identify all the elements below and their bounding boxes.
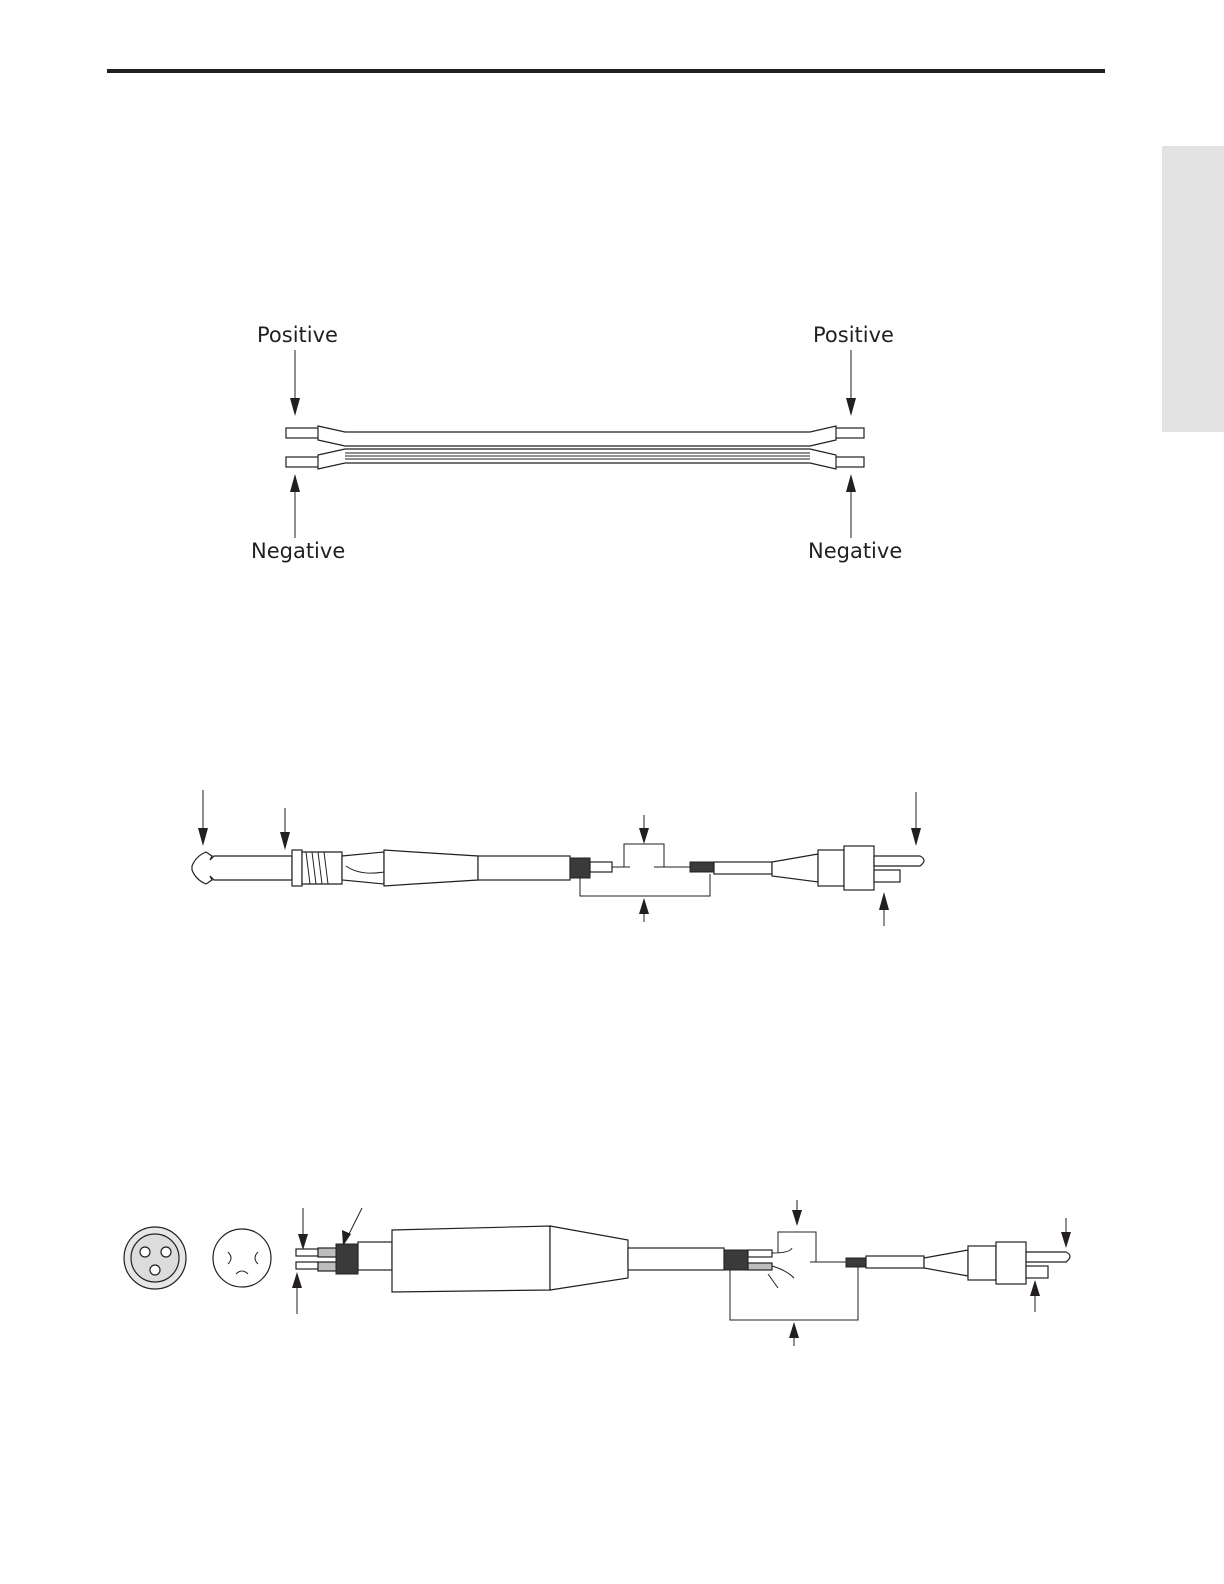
shielded-cable-2: [724, 1232, 924, 1320]
xlr-male-connector-face: [124, 1227, 186, 1289]
arrow-xlr-pin-top: [298, 1208, 308, 1250]
arrow-negative-right: [846, 474, 856, 538]
arrow-tip: [198, 790, 208, 846]
quarter-inch-plug: [192, 850, 570, 886]
speaker-wire-diagram: [0, 310, 1224, 580]
xlr-female-connector-face: [213, 1229, 271, 1287]
label-negative-left: Negative: [251, 539, 346, 563]
rca-plug-2: [924, 1242, 1070, 1284]
arrow-positive-left: [290, 350, 300, 416]
rca-plug: [772, 846, 924, 890]
arrow-center-conductor: [639, 815, 649, 844]
arrow-shield: [639, 898, 649, 922]
xlr-wires: [296, 1242, 392, 1274]
arrow-sleeve: [280, 808, 290, 850]
label-positive-left: Positive: [257, 323, 338, 347]
arrow-rca-sleeve: [879, 892, 889, 926]
arrow-rca-sleeve-2: [1030, 1280, 1040, 1312]
xlr-to-rca-cable-diagram: [0, 1196, 1224, 1356]
label-positive-right: Positive: [813, 323, 894, 347]
label-negative-right: Negative: [808, 539, 903, 563]
shielded-cable: [570, 844, 772, 896]
arrow-negative-left: [290, 474, 300, 538]
arrow-rca-tip-2: [1061, 1218, 1071, 1248]
arrow-shield-2: [789, 1322, 799, 1346]
top-rule: [107, 69, 1105, 73]
xlr-connector-body: [392, 1226, 724, 1292]
arrow-positive-right: [846, 350, 856, 416]
arrow-rca-tip: [911, 792, 921, 846]
arrow-xlr-pin-bottom: [292, 1272, 302, 1314]
arrow-center-conductor-2: [792, 1200, 802, 1226]
quarter-inch-to-rca-cable-diagram: [0, 780, 1224, 940]
speaker-wire: [286, 426, 864, 469]
arrow-xlr-shield: [342, 1208, 362, 1246]
